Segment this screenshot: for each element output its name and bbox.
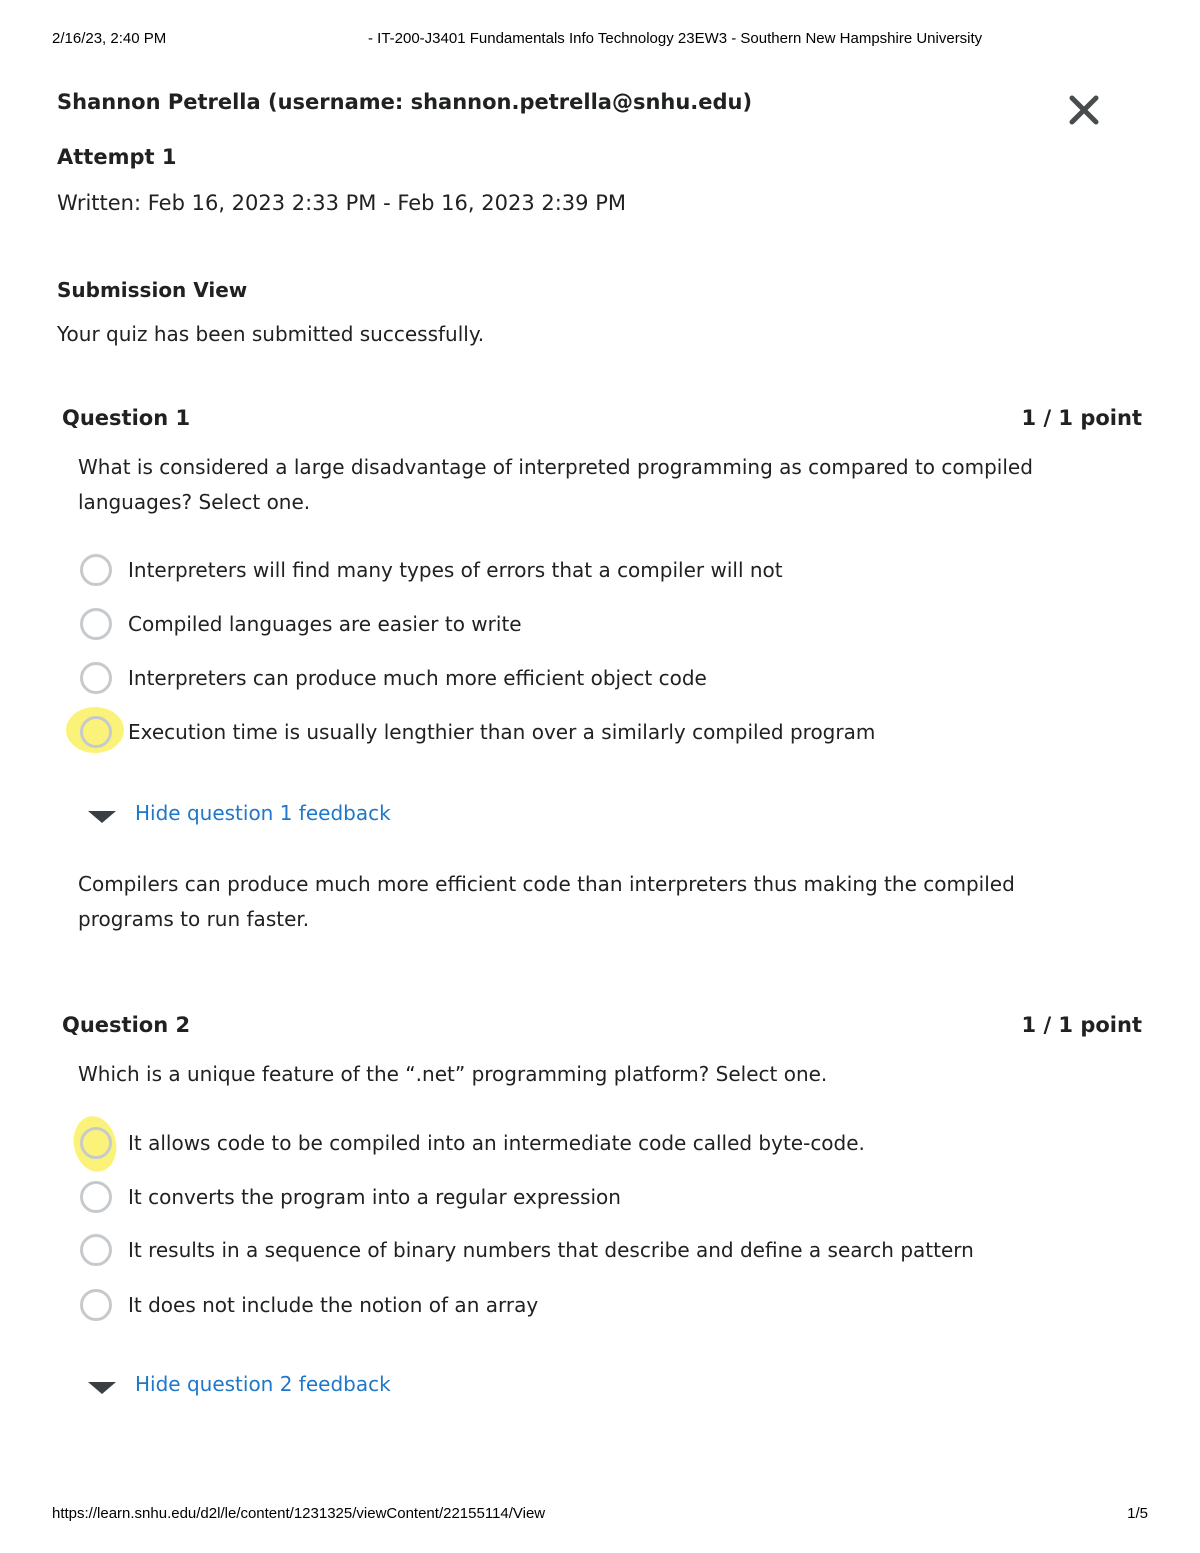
question-1-feedback: Compilers can produce much more efficient code than interpreters thus making the compiled programs to run faster. [78, 872, 1015, 931]
radio-button[interactable] [80, 608, 112, 640]
hide-question-2-feedback-link[interactable] [88, 1372, 428, 1402]
question-1-header [62, 406, 1142, 430]
question-2-text: Which is a unique feature of the “.net” programming platform? Select one. [78, 1062, 828, 1086]
question-1-option-1[interactable] [80, 553, 980, 593]
feedback-toggle-label: Hide question 1 feedback [135, 801, 391, 825]
option-label: Interpreters will find many types of errors that a compiler will not [128, 558, 783, 582]
option-label: Execution time is usually lengthier than over a similarly compiled program [128, 720, 876, 744]
question-2-header [62, 1013, 1142, 1037]
attempt-title: Attempt 1 [57, 145, 177, 169]
print-url: https://learn.snhu.edu/d2l/le/content/1231325/viewContent/22155114/View [52, 1505, 546, 1522]
radio-button[interactable] [80, 1289, 112, 1321]
print-page-title: - IT-200-J3401 Fundamentals Info Technology 23EW3 - Southern New Hampshire University [368, 30, 983, 47]
radio-button[interactable] [80, 662, 112, 694]
question-1-title: Question 1 [62, 406, 191, 430]
feedback-toggle-label: Hide question 2 feedback [135, 1372, 391, 1396]
hide-question-1-feedback-link[interactable] [88, 801, 428, 831]
option-label: It allows code to be compiled into an intermediate code called byte-code. [128, 1131, 865, 1155]
question-1-option-3[interactable] [80, 661, 980, 701]
option-label: It does not include the notion of an array [128, 1293, 539, 1317]
question-1-points: 1 / 1 point [1021, 406, 1142, 430]
option-label: Compiled languages are easier to write [128, 612, 522, 636]
close-button[interactable] [1066, 92, 1102, 128]
close-icon [1066, 92, 1102, 128]
radio-button[interactable] [80, 1181, 112, 1213]
option-label: It results in a sequence of binary numbers that describe and define a search pattern [128, 1238, 974, 1262]
question-2-option-2[interactable] [80, 1180, 1040, 1220]
print-date: 2/16/23, 2:40 PM [52, 30, 167, 47]
written-time: Written: Feb 16, 2023 2:33 PM - Feb 16, 2023 2:39 PM [57, 191, 626, 215]
option-label: Interpreters can produce much more efficient object code [128, 666, 707, 690]
radio-button[interactable] [80, 716, 112, 748]
question-2-option-3[interactable] [80, 1233, 1040, 1273]
question-2-option-1[interactable] [80, 1126, 1040, 1166]
question-1-option-4[interactable] [80, 715, 980, 755]
print-footer [0, 1505, 1200, 1525]
question-1-option-2[interactable] [80, 607, 980, 647]
radio-button[interactable] [80, 554, 112, 586]
option-label: It converts the program into a regular expression [128, 1185, 621, 1209]
radio-button[interactable] [80, 1234, 112, 1266]
question-2-title: Question 2 [62, 1013, 191, 1037]
caret-down-icon [88, 811, 116, 823]
radio-button[interactable] [80, 1127, 112, 1159]
submission-view-title: Submission View [57, 278, 248, 302]
print-header [0, 30, 1200, 50]
question-2-points: 1 / 1 point [1021, 1013, 1142, 1037]
user-line: Shannon Petrella (username: shannon.petrella@snhu.edu) [57, 90, 753, 114]
print-page-number: 1/5 [1127, 1505, 1148, 1522]
question-2-option-4[interactable] [80, 1288, 1040, 1328]
caret-down-icon [88, 1382, 116, 1394]
submission-message: Your quiz has been submitted successfully. [57, 322, 485, 346]
question-1-text: What is considered a large disadvantage of interpreted programming as compared to compiled languages? Select one. [78, 455, 1033, 514]
